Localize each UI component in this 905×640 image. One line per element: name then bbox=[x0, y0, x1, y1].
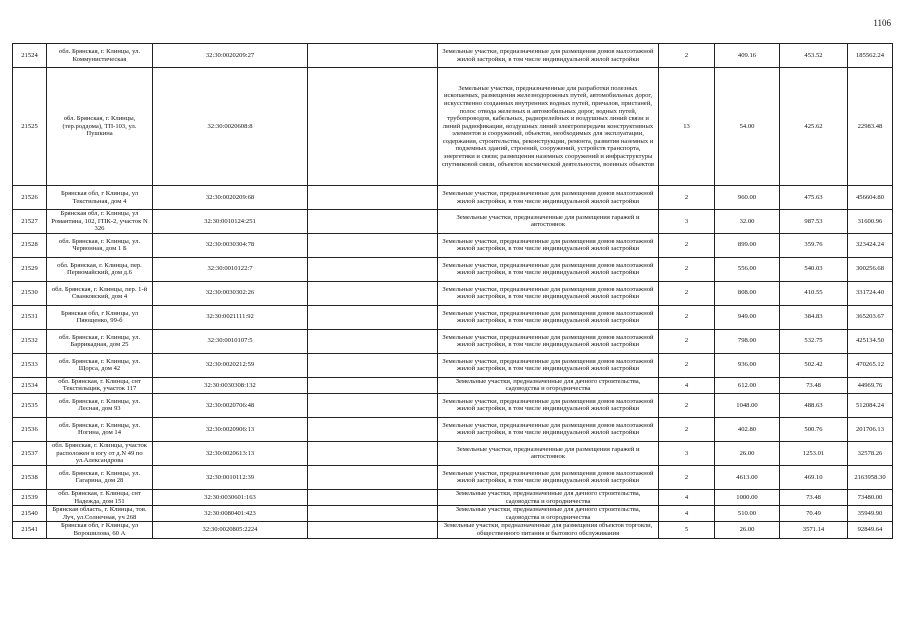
address-cell: Брянская обл, г. Клинцы, ул Романтина, 102, ГПК-2, участок N 326 bbox=[47, 210, 153, 234]
table-row bbox=[13, 441, 893, 465]
area-cell: 556.00 bbox=[715, 257, 780, 281]
area-cell: 1048.00 bbox=[715, 393, 780, 417]
row-number: 21541 bbox=[13, 522, 47, 538]
specific-value-cell: 453.52 bbox=[780, 44, 848, 68]
row-number: 21525 bbox=[13, 68, 47, 186]
specific-value-cell: 384.83 bbox=[780, 305, 848, 329]
table-row bbox=[13, 281, 893, 305]
group-cell: 13 bbox=[659, 68, 715, 186]
spacer-cell bbox=[308, 257, 438, 281]
spacer-cell bbox=[308, 68, 438, 186]
address-cell: обл. Брянская, г. Клинцы, ул. Червонная, дом 1 Б bbox=[47, 233, 153, 257]
land-use-cell: Земельные участки, предназначенные для размещения объектов торговли, общественного питания и бытового обслуживания bbox=[438, 522, 659, 538]
table-row bbox=[13, 393, 893, 417]
area-cell: 960.00 bbox=[715, 186, 780, 210]
address-cell: Брянская область, г. Клинцы, тов. Луч, ул.Солнечная, уч 268 bbox=[47, 506, 153, 522]
group-cell: 2 bbox=[659, 329, 715, 353]
table-row bbox=[13, 353, 893, 377]
cadastral-value-cell: 331724.40 bbox=[848, 281, 893, 305]
address-cell: обл. Брянская, г. Клинцы, ул. Коммунистическая bbox=[47, 44, 153, 68]
area-cell: 936.00 bbox=[715, 353, 780, 377]
area-cell: 798.00 bbox=[715, 329, 780, 353]
row-number: 21533 bbox=[13, 353, 47, 377]
cadastral-number-cell: 32:30:0030302:26 bbox=[153, 281, 308, 305]
group-cell: 2 bbox=[659, 186, 715, 210]
land-use-cell: Земельные участки, предназначенные для размещения домов малоэтажной жилой застройки, в том числе индивидуальной жилой застройки bbox=[438, 44, 659, 68]
address-cell: обл. Брянская, г. Клинцы, пер. 1-й Сванковский, дом 4 bbox=[47, 281, 153, 305]
row-number: 21529 bbox=[13, 257, 47, 281]
specific-value-cell: 540.03 bbox=[780, 257, 848, 281]
row-number: 21527 bbox=[13, 210, 47, 234]
row-number: 21526 bbox=[13, 186, 47, 210]
row-number: 21539 bbox=[13, 489, 47, 505]
table-row bbox=[13, 522, 893, 538]
cadastral-value-table bbox=[12, 43, 893, 539]
cadastral-number-cell: 32:30:0010107:5 bbox=[153, 329, 308, 353]
cadastral-number-cell: 32:30:0020209:68 bbox=[153, 186, 308, 210]
cadastral-number-cell: 32:30:0020906:13 bbox=[153, 417, 308, 441]
table-row bbox=[13, 68, 893, 186]
specific-value-cell: 70.49 bbox=[780, 506, 848, 522]
spacer-cell bbox=[308, 465, 438, 489]
specific-value-cell: 359.76 bbox=[780, 233, 848, 257]
area-cell: 949.00 bbox=[715, 305, 780, 329]
address-cell: Брянская обл, г Клинцы, ул Ворошилова, 60 А bbox=[47, 522, 153, 538]
specific-value-cell: 3571.14 bbox=[780, 522, 848, 538]
cadastral-value-cell: 185562.24 bbox=[848, 44, 893, 68]
group-cell: 2 bbox=[659, 233, 715, 257]
spacer-cell bbox=[308, 522, 438, 538]
table-row bbox=[13, 210, 893, 234]
group-cell: 2 bbox=[659, 257, 715, 281]
address-cell: обл. Брянская, г. Клинцы, ул. Ногина, дом 14 bbox=[47, 417, 153, 441]
spacer-cell bbox=[308, 506, 438, 522]
specific-value-cell: 500.76 bbox=[780, 417, 848, 441]
cadastral-value-cell: 323424.24 bbox=[848, 233, 893, 257]
group-cell: 2 bbox=[659, 417, 715, 441]
land-use-cell: Земельные участки, предназначенные для размещения домов малоэтажной жилой застройки, в том числе индивидуальной жилой застройки bbox=[438, 186, 659, 210]
specific-value-cell: 502.42 bbox=[780, 353, 848, 377]
group-cell: 2 bbox=[659, 44, 715, 68]
spacer-cell bbox=[308, 233, 438, 257]
group-cell: 2 bbox=[659, 353, 715, 377]
address-cell: обл. Брянская, г. Клинцы, пер. Первомайский, дом д.6 bbox=[47, 257, 153, 281]
group-cell: 2 bbox=[659, 465, 715, 489]
specific-value-cell: 1253.01 bbox=[780, 441, 848, 465]
spacer-cell bbox=[308, 353, 438, 377]
land-use-cell: Земельные участки, предназначенные для размещения домов малоэтажной жилой застройки, в том числе индивидуальной жилой застройки bbox=[438, 353, 659, 377]
cadastral-value-cell: 31600.96 bbox=[848, 210, 893, 234]
specific-value-cell: 469.10 bbox=[780, 465, 848, 489]
area-cell: 26.00 bbox=[715, 441, 780, 465]
land-use-cell: Земельные участки, предназначенные для дачного строительства, садоводства и огородничества bbox=[438, 506, 659, 522]
cadastral-value-cell: 35949.90 bbox=[848, 506, 893, 522]
spacer-cell bbox=[308, 441, 438, 465]
land-use-cell: Земельные участки, предназначенные для дачного строительства, садоводства и огородничества bbox=[438, 489, 659, 505]
cadastral-number-cell: 32:30:0020212:59 bbox=[153, 353, 308, 377]
table-row bbox=[13, 305, 893, 329]
cadastral-value-cell: 425134.50 bbox=[848, 329, 893, 353]
land-use-cell: Земельные участки, предназначенные для размещения домов малоэтажной жилой застройки, в том числе индивидуальной жилой застройки bbox=[438, 233, 659, 257]
cadastral-number-cell: 32:30:0030308:132 bbox=[153, 377, 308, 393]
table-row bbox=[13, 377, 893, 393]
area-cell: 808.00 bbox=[715, 281, 780, 305]
group-cell: 4 bbox=[659, 506, 715, 522]
table-row bbox=[13, 417, 893, 441]
group-cell: 2 bbox=[659, 281, 715, 305]
group-cell: 3 bbox=[659, 441, 715, 465]
land-use-cell: Земельные участки, предназначенные для размещения гаражей и автостоянок bbox=[438, 441, 659, 465]
table-row bbox=[13, 233, 893, 257]
area-cell: 32.00 bbox=[715, 210, 780, 234]
area-cell: 510.00 bbox=[715, 506, 780, 522]
area-cell: 26.00 bbox=[715, 522, 780, 538]
cadastral-value-cell: 22983.48 bbox=[848, 68, 893, 186]
area-cell: 1000.00 bbox=[715, 489, 780, 505]
address-cell: обл. Брянская, г. Клинцы, ул. Баррикадная, дом 25 bbox=[47, 329, 153, 353]
cadastral-value-cell: 470265.12 bbox=[848, 353, 893, 377]
row-number: 21537 bbox=[13, 441, 47, 465]
land-use-cell: Земельные участки, предназначенные для размещения домов малоэтажной жилой застройки, в том числе индивидуальной жилой застройки bbox=[438, 465, 659, 489]
group-cell: 2 bbox=[659, 305, 715, 329]
table-row bbox=[13, 186, 893, 210]
cadastral-value-cell: 2163958.30 bbox=[848, 465, 893, 489]
cadastral-value-cell: 92849.64 bbox=[848, 522, 893, 538]
spacer-cell bbox=[308, 329, 438, 353]
area-cell: 899.00 bbox=[715, 233, 780, 257]
spacer-cell bbox=[308, 281, 438, 305]
specific-value-cell: 475.63 bbox=[780, 186, 848, 210]
specific-value-cell: 987.53 bbox=[780, 210, 848, 234]
table-row bbox=[13, 257, 893, 281]
row-number: 21524 bbox=[13, 44, 47, 68]
group-cell: 4 bbox=[659, 489, 715, 505]
address-cell: обл. Брянская, г. Клинцы, ул. Гагарина, дом 28 bbox=[47, 465, 153, 489]
table-row bbox=[13, 465, 893, 489]
cadastral-number-cell: 32:30:0010124:251 bbox=[153, 210, 308, 234]
specific-value-cell: 73.48 bbox=[780, 377, 848, 393]
cadastral-number-cell: 32:30:0020706:48 bbox=[153, 393, 308, 417]
spacer-cell bbox=[308, 377, 438, 393]
land-use-cell: Земельные участки, предназначенные для дачного строительства, садоводства и огородничества bbox=[438, 377, 659, 393]
address-cell: обл. Брянская, г. Клинцы, ул. Лесная, дом 93 bbox=[47, 393, 153, 417]
spacer-cell bbox=[308, 393, 438, 417]
row-number: 21534 bbox=[13, 377, 47, 393]
cadastral-value-cell: 456604.80 bbox=[848, 186, 893, 210]
specific-value-cell: 425.62 bbox=[780, 68, 848, 186]
area-cell: 612.00 bbox=[715, 377, 780, 393]
cadastral-number-cell: 32:30:0020209:27 bbox=[153, 44, 308, 68]
spacer-cell bbox=[308, 417, 438, 441]
address-cell: обл. Брянская, г. Клинцы, снт Надежда, дом 151 bbox=[47, 489, 153, 505]
address-cell: обл. Брянская, г. Клинцы, снт Текстильщик, участок 117 bbox=[47, 377, 153, 393]
cadastral-number-cell: 32:30:0020608:8 bbox=[153, 68, 308, 186]
cadastral-value-cell: 300256.68 bbox=[848, 257, 893, 281]
row-number: 21536 bbox=[13, 417, 47, 441]
table-row bbox=[13, 489, 893, 505]
table-row bbox=[13, 506, 893, 522]
row-number: 21528 bbox=[13, 233, 47, 257]
cadastral-number-cell: 32:30:0080401:423 bbox=[153, 506, 308, 522]
table-row bbox=[13, 329, 893, 353]
cadastral-number-cell: 32:30:0021111:92 bbox=[153, 305, 308, 329]
spacer-cell bbox=[308, 44, 438, 68]
specific-value-cell: 73.48 bbox=[780, 489, 848, 505]
row-number: 21535 bbox=[13, 393, 47, 417]
address-cell: обл. Брянская, г. Клинцы, ул. Щорса, дом 42 bbox=[47, 353, 153, 377]
area-cell: 402.80 bbox=[715, 417, 780, 441]
land-use-cell: Земельные участки, предназначенные для размещения домов малоэтажной жилой застройки, в том числе индивидуальной жилой застройки bbox=[438, 257, 659, 281]
cadastral-value-cell: 73480.00 bbox=[848, 489, 893, 505]
land-use-cell: Земельные участки, предназначенные для размещения домов малоэтажной жилой застройки, в том числе индивидуальной жилой застройки bbox=[438, 281, 659, 305]
cadastral-number-cell: 32:30:0030601:163 bbox=[153, 489, 308, 505]
cadastral-value-cell: 44969.76 bbox=[848, 377, 893, 393]
spacer-cell bbox=[308, 489, 438, 505]
address-cell: обл. Брянская, г. Клинцы, (тер.роддома), ТП-103, ул. Пушкина bbox=[47, 68, 153, 186]
address-cell: Брянская обл, г Клинцы, ул Текстильная, дом 4 bbox=[47, 186, 153, 210]
address-cell: обл. Брянская, г. Клинцы, участок расположен в югу от д.N 49 по ул.Александрова bbox=[47, 441, 153, 465]
cadastral-value-cell: 365203.67 bbox=[848, 305, 893, 329]
spacer-cell bbox=[308, 305, 438, 329]
land-use-cell: Земельные участки, предназначенные для размещения гаражей и автостоянок bbox=[438, 210, 659, 234]
group-cell: 3 bbox=[659, 210, 715, 234]
specific-value-cell: 532.75 bbox=[780, 329, 848, 353]
area-cell: 54.00 bbox=[715, 68, 780, 186]
page-number: 1106 bbox=[873, 18, 891, 28]
cadastral-number-cell: 32:30:0010112:39 bbox=[153, 465, 308, 489]
address-cell: Брянская обл, г Клинцы, ул Пяющенко, 99-б bbox=[47, 305, 153, 329]
cadastral-value-cell: 201706.13 bbox=[848, 417, 893, 441]
group-cell: 4 bbox=[659, 377, 715, 393]
group-cell: 2 bbox=[659, 393, 715, 417]
cadastral-number-cell: 32:30:0030304:78 bbox=[153, 233, 308, 257]
specific-value-cell: 410.55 bbox=[780, 281, 848, 305]
spacer-cell bbox=[308, 210, 438, 234]
row-number: 21531 bbox=[13, 305, 47, 329]
spacer-cell bbox=[308, 186, 438, 210]
area-cell: 409.16 bbox=[715, 44, 780, 68]
row-number: 21538 bbox=[13, 465, 47, 489]
row-number: 21530 bbox=[13, 281, 47, 305]
table-row bbox=[13, 44, 893, 68]
cadastral-number-cell: 32:30:0020613:13 bbox=[153, 441, 308, 465]
group-cell: 5 bbox=[659, 522, 715, 538]
row-number: 21540 bbox=[13, 506, 47, 522]
land-use-cell: Земельные участки, предназначенные для размещения домов малоэтажной жилой застройки, в том числе индивидуальной жилой застройки bbox=[438, 329, 659, 353]
land-use-cell: Земельные участки, предназначенные для размещения домов малоэтажной жилой застройки, в том числе индивидуальной жилой застройки bbox=[438, 305, 659, 329]
cadastral-number-cell: 32:30:0020805:2224 bbox=[153, 522, 308, 538]
row-number: 21532 bbox=[13, 329, 47, 353]
land-use-cell: Земельные участки, предназначенные для разработки полезных ископаемых, размещения железнодорожных путей, автомобильных дорог, искусственно созданных внутренних водных путей, причалов, пристаней, полос отвода железных и автомобильных дорог, водных путей, трубопроводов, кабельных, радиорелейных и воздушных линий связи и линий радиофикации, воздушных линий электропередачи конструктивных элементов и сооружений, объектов, необходимых для эксплуатации, содержания, строительства, реконструкции, ремонта, развития наземных и подземных зданий, строений, сооружений, устройств транспорта, энергетики и связи; размещения наземных сооружений и инфраструктуры спутниковой связи, объектов космической деятельности, военных объектов bbox=[438, 68, 659, 186]
land-use-cell: Земельные участки, предназначенные для размещения домов малоэтажной жилой застройки, в том числе индивидуальной жилой застройки bbox=[438, 393, 659, 417]
cadastral-value-cell: 32578.26 bbox=[848, 441, 893, 465]
cadastral-value-cell: 512084.24 bbox=[848, 393, 893, 417]
area-cell: 4613.00 bbox=[715, 465, 780, 489]
cadastral-number-cell: 32:30:0010122:7 bbox=[153, 257, 308, 281]
specific-value-cell: 488.63 bbox=[780, 393, 848, 417]
land-use-cell: Земельные участки, предназначенные для размещения домов малоэтажной жилой застройки, в том числе индивидуальной жилой застройки bbox=[438, 417, 659, 441]
